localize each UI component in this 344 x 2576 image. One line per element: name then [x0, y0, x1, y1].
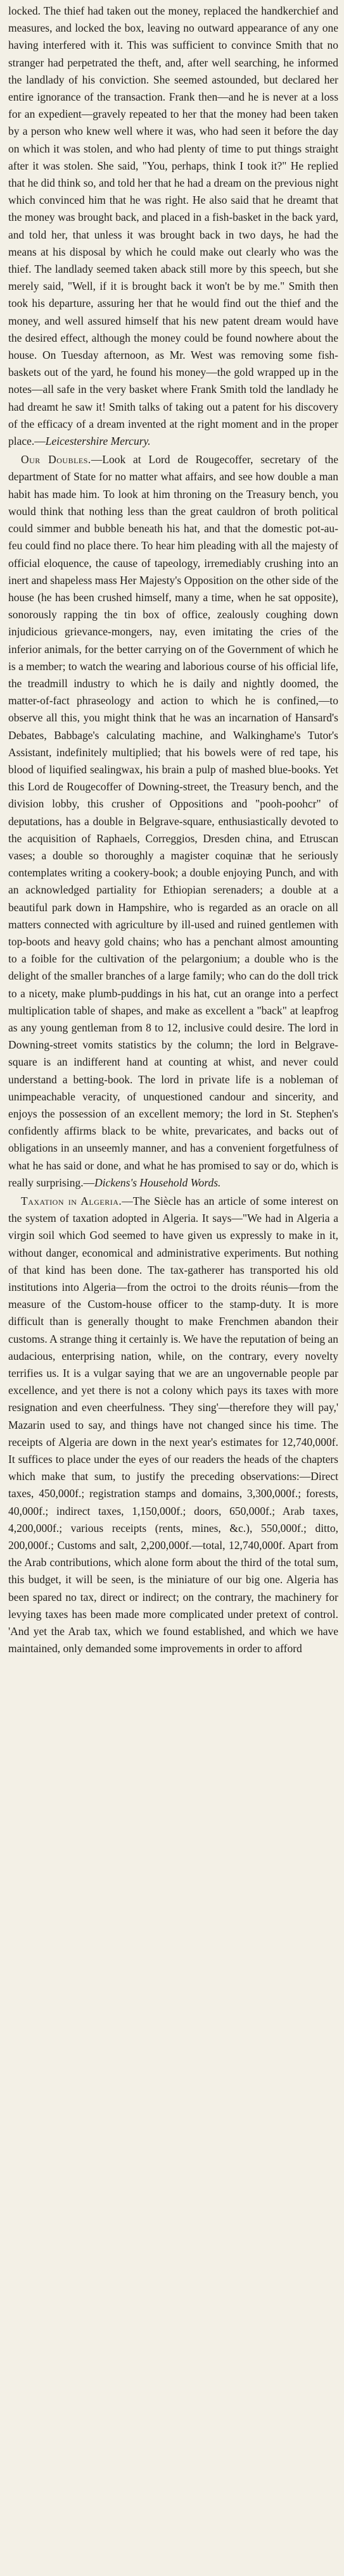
algeria-article — [8, 1193, 338, 1657]
doubles-article — [8, 451, 338, 1192]
doubles-title: Our Doubles. — [21, 453, 91, 466]
doubles-source: Dickens's Household Words. — [94, 1176, 221, 1189]
algeria-body: —The Siècle has an article of some interest on the system of taxation adopted in Algeria. It says—"We had in Algeria a virgin soil which God seemed to have given us expressly to make in it, without danger, economical and administrative experiments. But nothing of that kind has been done. The tax-gatherer has transported his old institutions into Algeria—from the octroi to the droits réunis—from the measure of the Custom-house officer to the stamp-duty. It is more difficult than is generally thought to make Frenchmen abandon their customs. A strange thing it certainly is. We have the reputation of being an audacious, enterprising nation, while, on the contrary, every novelty terrifies us. It is a vulgar saying that we are an ungovernable people par excellence, and yet there is not a colony which pays its taxes with more resignation and even cheerfulness. 'They sing'—therefore they will pay,' Mazarin used to say, and things have not changed since his time. The receipts of Algeria are down in the next year's estimates for 12,740,000f. It suffices to place under the eyes of our readers the heads of the chapters which make that sum, to justify the preceding observations:—Direct taxes, 450,000f.; registration stamps and domains, 3,300,000f.; forests, 40,000f.; indirect taxes, 1,150,000f.; doors, 650,000f.; Arab taxes, 4,200,000f.; various receipts (rents, mines, &c.), 550,000f.; ditto, 200,000f.; Customs and salt, 2,200,000f.—total, 12,740,000f. Apart from the Arab contributions, which alone form about the third of the total sum, this budget, it will be seen, is the miniature of our big one. Algeria has been spared no tax, direct or indirect; on the contrary, the machinery for levying taxes has been made more complicated under pretext of control. 'And yet the Arab tax, which we found established, and which we have maintained, only demanded some improvements in order to afford — [8, 1195, 338, 1655]
article-continuation-source: Leicestershire Mercury. — [45, 435, 151, 448]
algeria-title: Taxation in Algeria. — [21, 1195, 122, 1208]
doubles-body: —Look at Lord de Rougecoffer, secretary of the department of State for no matter what affairs, and see how double a man habit has made him. To look at him throning on the Treasury bench, you would think that nothing less than the great cauldron of broth political could simmer and bubble beneath his hat, and that the domestic pot-au-feu could find no place there. To hear him pleading with all the majesty of official eloquence, the cause of tapeology, irremediably crushing into an inert and shapeless mass Her Majesty's Opposition on the other side of the house (he has been crushed himself, many a time, when he sat opposite), sonorously rapping the tin box of office, zealously coughing down injudicious grievance-mongers, nay, even imitating the cries of the inferior animals, for the better carrying on of the Government of which he is a member; to watch the wearing and laborious course of his official life, the treadmill industry to which he is daily and nightly doomed, the matter-of-fact phraseology and action to which he is confined,—to observe all this, you might think that he was an incarnation of Hansard's Debates, Babbage's calculating machine, and Walkinghame's Tutor's Assistant, indefinitely multiplied; that his bowels were of red tape, his blood of liquified sealingwax, his brain a pulp of mashed blue-books. Yet this Lord de Rougecoffer of Downing-street, the Treasury bench, and the division lobby, this crusher of Oppositions and "pooh-poohcr" of deputations, has a double in Belgrave-square, enthusiastically devoted to the acquisition of Raphaels, Correggios, Dresden china, and Etruscan vases; a double so thoroughly a magister coquinæ that he seriously contemplates writing a cookery-book; a double enjoying Punch, and with an acknowledged partiality for Ethiopian serenaders; a double at a beautiful park down in Hampshire, who is regarded as an oracle on all matters connected with agriculture by ill-used and ruined gentlemen with top-boots and heavy gold chains; who has a penchant almost amounting to a foible for the cultivation of the pelargonium; a double who is the delight of the smaller branches of a large family; who can do the doll trick to a nicety, make plumb-puddings in his hat, cut an orange into a perfect multiplication table of shapes, and make as excellent a "back" at leapfrog as any young gentleman from 8 to 12, inclusive could desire. The lord in Downing-street vomits statistics by the column; the lord in Belgrave-square is an indifferent hand at counting at whist, and never could understand a betting-book. The lord in private life is a nobleman of unimpeachable veracity, of unquestioned candour and sincerity, and enjoys the possession of an excellent memory; the lord in St. Stephen's confidently affirms black to be white, prevaricates, and backs out of obligations in an unseemly manner, and has a convenient forgetfulness of what he has said or done, and what he has promised to say or do, which is really surprising.— — [8, 453, 338, 1189]
article-continuation — [8, 3, 338, 450]
article-continuation-body: locked. The thief had taken out the money, replaced the handkerchief and measures, and locked the box, leaving no outward appearance of any one having interfered with it. This was sufficient to convince Smith that no stranger had perpetrated the theft, and, after well searching, he informed the landlady of his conviction. She seemed astounded, but declared her entire ignorance of the transaction. Frank then—and he is never at a loss for an expedient—gravely repeated to her that the money had been taken by a person who knew well where it was, who had seen it before the day on which it was stolen, and who had plenty of time to put things straight after it was stolen. She said, "You, perhaps, think I took it?" He replied that he did think so, and told her that he had a dream on the previous night which convinced him that he was right. He also said that he dreamt that the money was brought back, and placed in a fish-basket in the back yard, and told her, that unless it was brought back in two days, he had the means at his disposal by which he could make out clearly who was the thief. The landlady seemed taken aback still more by this speech, but she merely said, "Well, if it is brought back it won't be by me." Smith then took his departure, assuring her that he would find out the thief and the money, and well assured himself that his new patent dream would have the desired effect, although the money could be found nowhere about the house. On Tuesday afternoon, as Mr. West was removing some fish-baskets out of the yard, he found his money—the gold wrapped up in the notes—all safe in the very basket where Frank Smith told the landlady he had dreamt he saw it! Smith talks of taking out a patent for his discovery of the efficacy of a dream invented at the right moment and in the proper place.— — [8, 4, 338, 448]
